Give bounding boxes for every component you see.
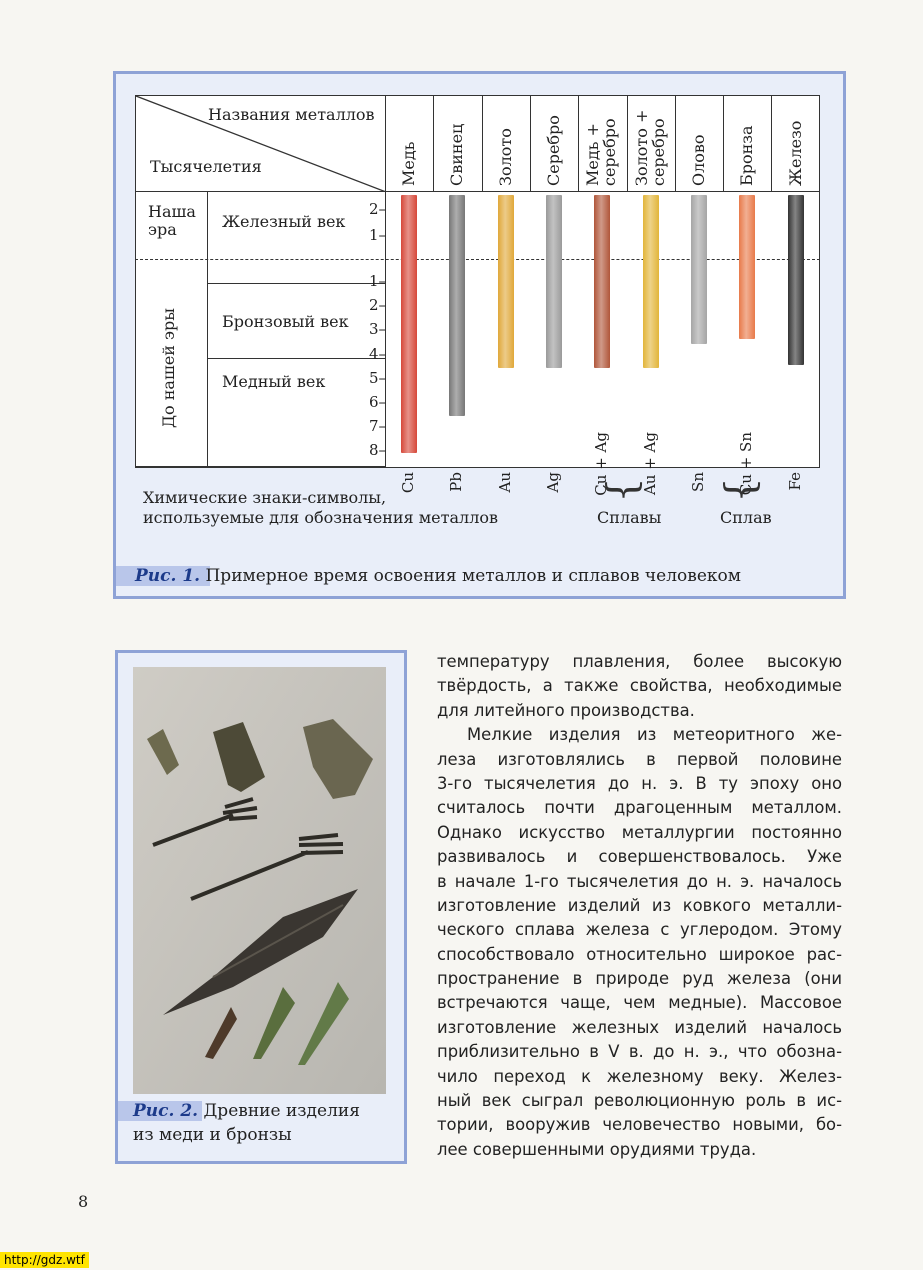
figure-2-text-1: Древние изделия: [203, 1101, 360, 1121]
symbols-caption: Химические знаки-символы, используемые для обозначения металлов: [143, 488, 498, 527]
page-number: 8: [78, 1192, 89, 1211]
body-text-line: пространение в природе руд железа (они: [437, 969, 842, 989]
figure-1-caption: [135, 566, 741, 586]
bronze-age-label: Бронзовый век: [222, 312, 349, 331]
body-text-line: изготовление изделий из ковкого металли-: [437, 895, 842, 915]
era-column-divider: [207, 191, 208, 468]
copper-age-label: Медный век: [222, 372, 326, 391]
body-text-line: изготовление железных изделий началось: [437, 1017, 842, 1037]
metal-symbol: Pb: [447, 472, 466, 492]
metal-name-header: Золото: [495, 128, 515, 186]
era-boundary-line: [135, 259, 820, 260]
metal-symbol: Cu: [399, 472, 418, 494]
tick-bc: 7–: [368, 417, 386, 436]
artifacts-illustration: [133, 667, 386, 1094]
header-metal-names: Названия металлов: [208, 105, 375, 124]
metal-column-divider: [627, 95, 628, 191]
body-text-line: 3-го тысячелетия до н. э. В ту эпоху оно: [437, 773, 842, 793]
body-text-line: приблизительно в V в. до н. э., что обозна-: [437, 1042, 842, 1062]
tick-bc: 5–: [368, 368, 386, 387]
metal-bar: [739, 195, 755, 339]
alloys-label: Сплавы: [597, 508, 662, 527]
body-text-line: лее совершенными орудиями труда.: [437, 1139, 757, 1159]
tick-bc: 1–: [368, 272, 386, 290]
metal-name-header: Свинец: [447, 123, 467, 186]
metal-name-header: Железо: [785, 120, 805, 186]
metal-bar: [449, 195, 465, 416]
body-text-line: для литейного производства.: [437, 700, 695, 720]
body-text-line: чило переход к железному веку. Желез-: [437, 1066, 842, 1086]
era-ad-label: Наша эра: [148, 202, 196, 239]
tick-bc: 8–: [368, 441, 386, 460]
metal-column-divider: [771, 95, 772, 191]
metal-name-header: Олово: [688, 134, 708, 186]
metal-symbol: Fe: [785, 472, 804, 491]
tick-bc: 2–: [368, 296, 386, 315]
metal-bar: [401, 195, 417, 453]
metal-bar: [788, 195, 804, 365]
iron-age-label: Железный век: [222, 212, 346, 231]
metal-column-divider: [723, 95, 724, 191]
metal-column-divider: [482, 95, 483, 191]
body-text: [437, 650, 842, 1162]
body-text-line: Мелкие изделия из метеоритного же-: [467, 725, 842, 745]
copper-age-bottom: [135, 466, 385, 467]
metal-column-divider: [578, 95, 579, 191]
tick-bc: 6–: [368, 393, 386, 411]
metal-name-header: Медь + серебро: [583, 118, 620, 186]
bronze-age-top: [207, 283, 385, 284]
era-bc-label: До нашей эры: [159, 308, 178, 428]
metal-bar: [594, 195, 610, 368]
alloy-label: Сплав: [720, 508, 772, 527]
metal-name-header: Золото + серебро: [631, 109, 668, 186]
metal-name-header: Медь: [399, 141, 419, 186]
metal-name-header: Серебро: [544, 115, 564, 186]
metal-symbol: Ag: [544, 472, 563, 493]
figure-1-text: Примерное время освоения металлов и сплавов человеком: [205, 566, 741, 586]
watermark: http://gdz.wtf: [0, 1252, 89, 1268]
body-text-line: твёрдость, а также свойства, необходимые: [437, 676, 842, 696]
body-text-line: тории, вооружив человечество новыми, бо-: [437, 1115, 842, 1135]
metal-bar: [546, 195, 562, 368]
body-text-line: считалось почти драгоценным металлом.: [437, 798, 842, 818]
metal-bar: [498, 195, 514, 368]
copper-age-top: [207, 358, 385, 359]
body-text-line: ческого сплава железа с углеродом. Этому: [437, 920, 842, 940]
tick-bc: 3–: [368, 320, 386, 339]
metal-symbol: Cu + Ag: [592, 432, 611, 496]
artifacts-photo: [133, 667, 386, 1094]
metal-bar: [643, 195, 659, 368]
figure-2-caption-line-1: [133, 1101, 360, 1121]
metal-symbol: Sn: [688, 472, 707, 492]
figure-2-caption-line-2: из меди и бронзы: [133, 1125, 292, 1145]
metal-column-divider: [433, 95, 434, 191]
metal-column-divider: [530, 95, 531, 191]
alloys-brace: }: [601, 477, 648, 503]
header-millennia: Тысячелетия: [150, 157, 262, 176]
header-bottom-line: [135, 191, 820, 192]
metal-symbol: Au + Ag: [640, 432, 659, 496]
body-text-line: Однако искусство металлургии постоянно: [437, 822, 842, 842]
body-text-line: развивалось и совершенствовалось. Уже: [437, 847, 842, 867]
body-text-line: температуру плавления, более высокую: [437, 652, 842, 671]
tick-ad: 1–: [368, 226, 386, 244]
metal-column-divider: [675, 95, 676, 191]
alloy-brace: }: [719, 477, 766, 503]
metal-symbol: Cu + Sn: [737, 432, 756, 496]
body-text-line: способствовало относительно широкое рас-: [437, 944, 842, 964]
body-text-line: встречаются чаще, чем медные). Массовое: [437, 993, 842, 1013]
metal-symbol: Au: [495, 472, 514, 493]
tick-bc: 4–: [368, 344, 386, 363]
tick-ad: 2–: [368, 200, 386, 218]
body-text-line: ный век сыграл революционную роль в ис-: [437, 1091, 842, 1111]
figure-2-label: Рис. 2.: [133, 1101, 199, 1121]
body-text-line: леза изготовлялись в первой половине: [437, 749, 842, 769]
metal-name-header: Бронза: [737, 125, 757, 186]
figure-1-label: Рис. 1.: [135, 566, 201, 586]
metal-bar: [691, 195, 707, 344]
body-text-line: в начале 1-го тысячелетия до н. э. началось: [437, 871, 842, 891]
